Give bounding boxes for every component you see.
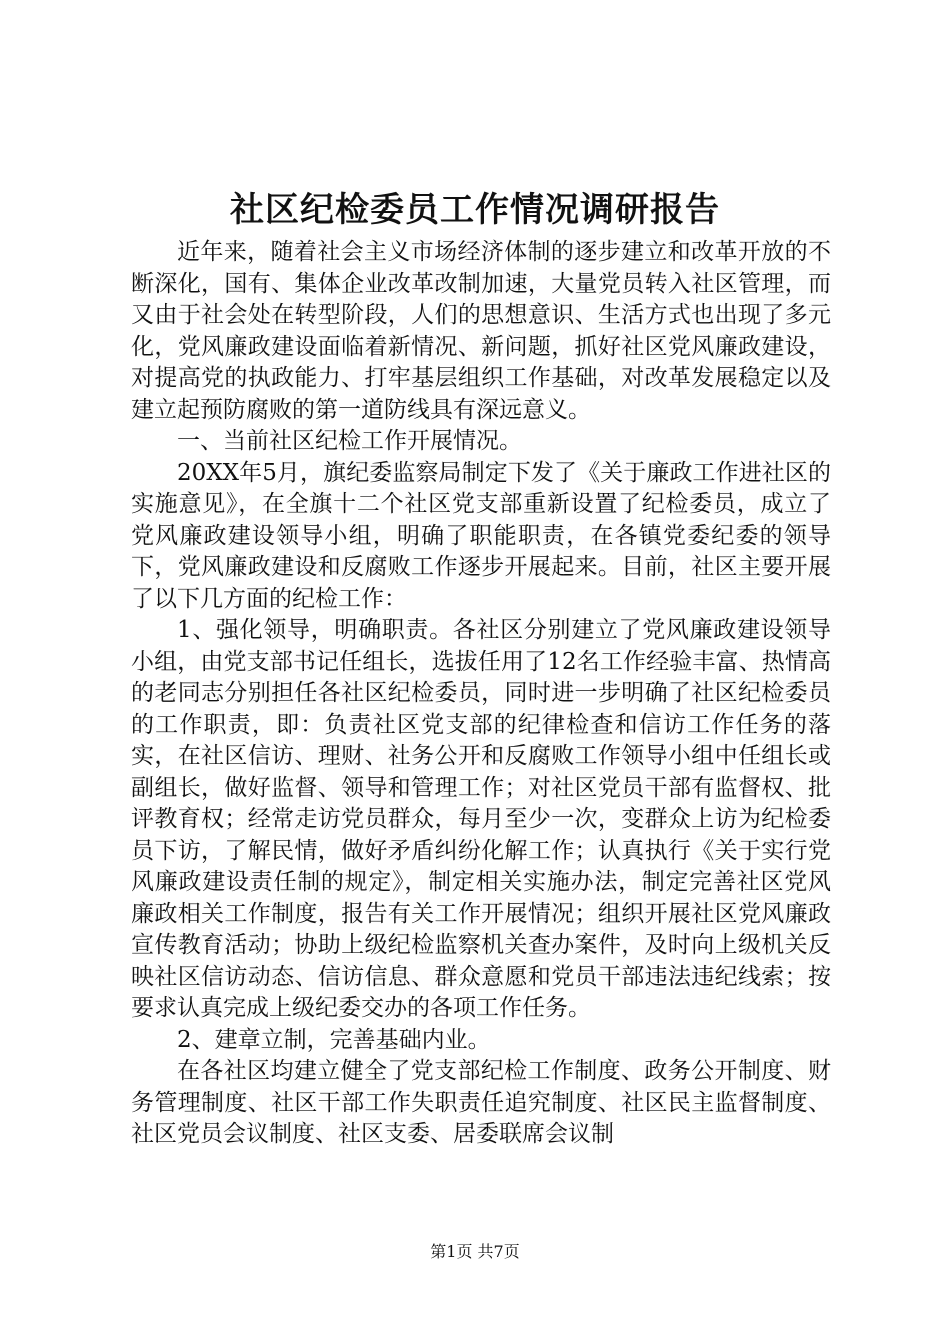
paragraph-item-2-body: 在各社区均建立健全了党支部纪检工作制度、政务公开制度、财务管理制度、社区干部工作失职责任追究制度、社区民主监督制度、社区党员会议制度、社区支委、居委联席会议制	[131, 1058, 831, 1147]
paragraph-item-2-heading: 2、建章立制，完善基础内业。	[177, 1026, 491, 1053]
paragraph-intro: 近年来，随着社会主义市场经济体制的逐步建立和改革开放的不断深化，国有、集体企业改革改制加速，大量党员转入社区管理，而又由于社会处在转型阶段，人们的思想意识、生活方式也出现了多元化，党风廉政建设面临着新情况、新问题，抓好社区党风廉政建设，对提高党的执政能力、打牢基层组织工作基础，对改革发展稳定以及建立起预防腐败的第一道防线具有深远意义。	[131, 239, 831, 423]
paragraph-item-1: 1、强化领导，明确职责。各社区分别建立了党风廉政建设领导小组，由党支部书记任组长，选拔任用了12名工作经验丰富、热情高的老同志分别担任各社区纪检委员，同时进一步明确了社区纪检委员的工作职责，即：负责社区党支部的纪律检查和信访工作任务的落实，在社区信访、理财、社务公开和反腐败工作领导小组中任组长或副组长，做好监督、领导和管理工作；对社区党员干部有监督权、批评教育权；经常走访党员群众，每月至少一次，变群众上访为纪检委员下访，了解民情，做好矛盾纠纷化解工作；认真执行《关于实行党风廉政建设责任制的规定》，制定相关实施办法，制定完善社区党风廉政相关工作制度，报告有关工作开展情况；组织开展社区党风廉政宣传教育活动；协助上级纪检监察机关查办案件，及时向上级机关反映社区信访动态、信访信息、群众意愿和党员干部违法违纪线索；按要求认真完成上级纪委交办的各项工作任务。	[131, 617, 831, 1021]
document-body	[131, 237, 831, 1151]
document-title: 社区纪检委员工作情况调研报告	[230, 190, 720, 230]
section-heading-1: 一、当前社区纪检工作开展情况。	[177, 428, 522, 454]
paragraph-background: 20XX年5月，旗纪委监察局制定下发了《关于廉政工作进社区的实施意见》，在全旗十二个社区党支部重新设置了纪检委员，成立了党风廉政建设领导小组，明确了职能职责，在各镇党委纪委的领导下，党风廉政建设和反腐败工作逐步开展起来。目前，社区主要开展了以下几方面的纪检工作：	[131, 459, 831, 612]
page-number-footer: 第1页 共7页	[430, 1242, 520, 1261]
